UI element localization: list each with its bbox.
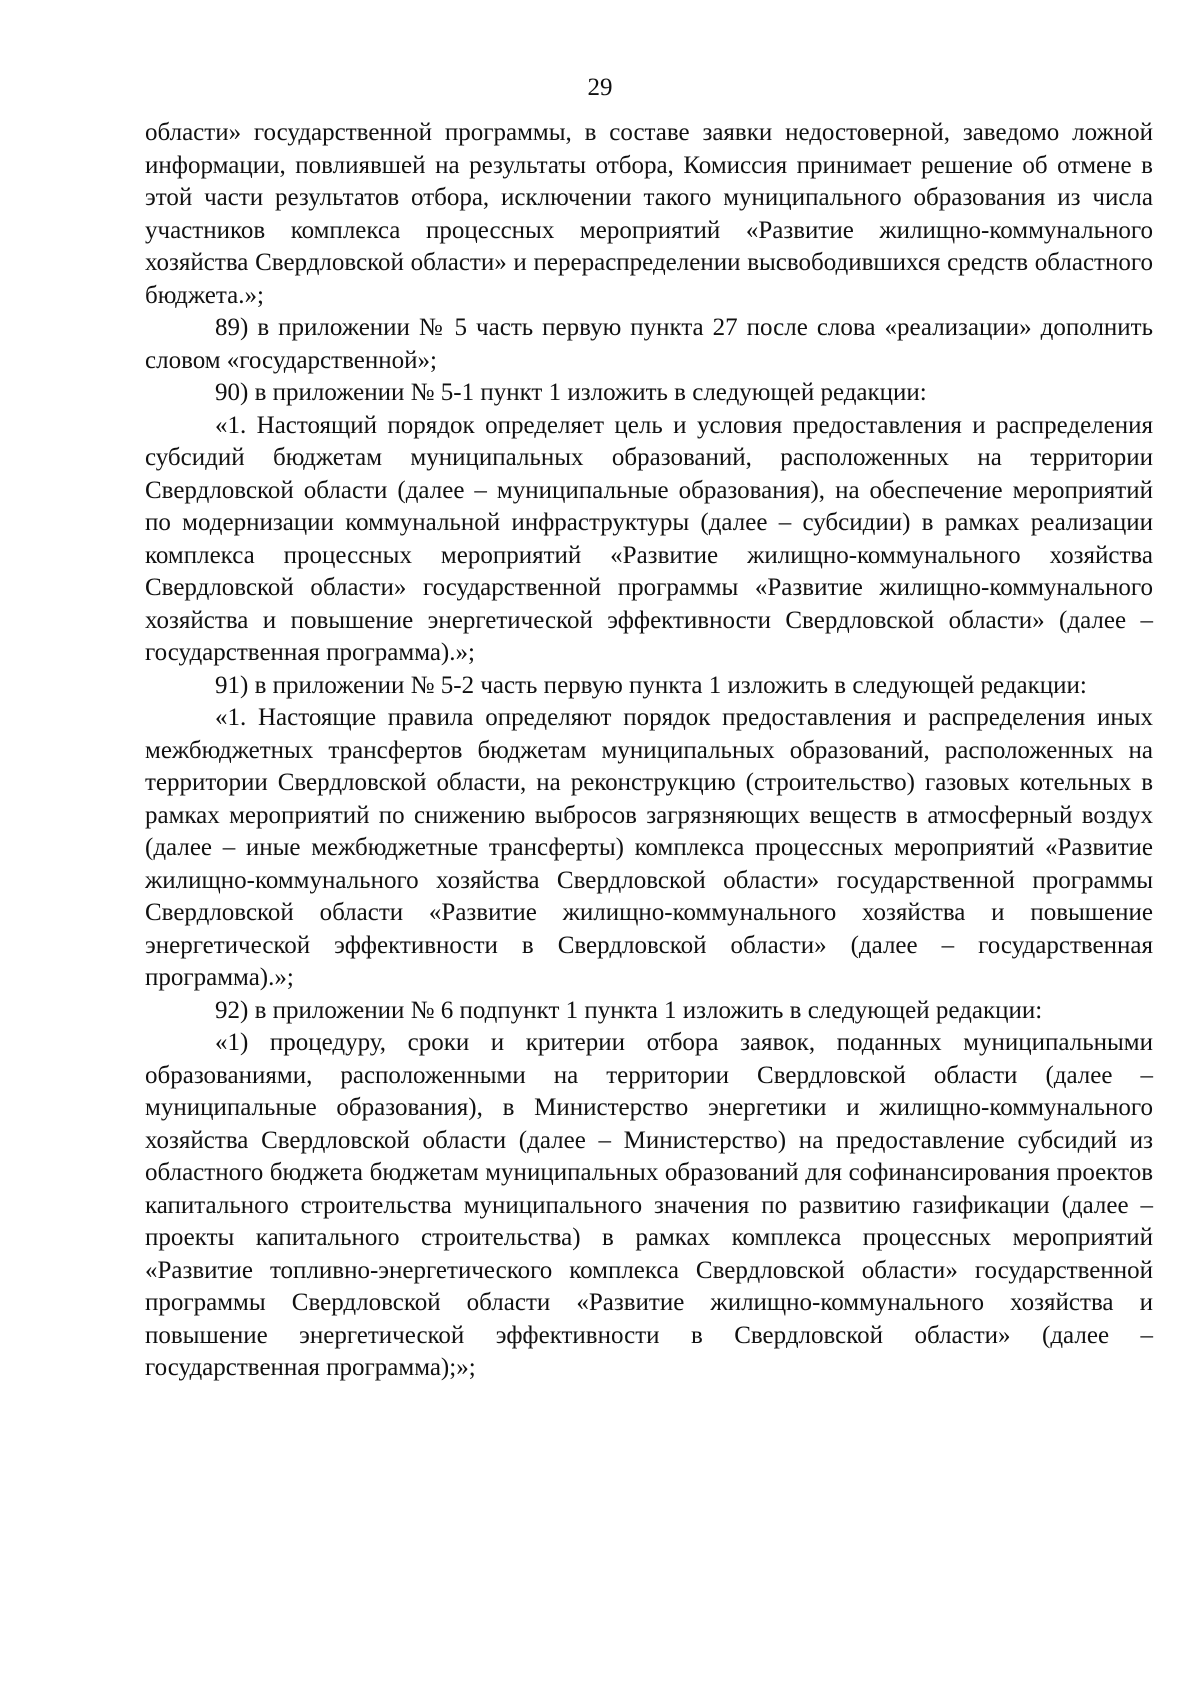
paragraph-continuation: области» государственной программы, в составе заявки недостоверной, заведомо ложной информации, повлиявшей на результаты отбора, Комиссия принимает решение об отмене в этой части результатов отбора, исключении такого муниципального образования из числа участников комплекса процессных мероприятий «Развитие жилищно-коммунального хозяйства Свердловской области» и перераспределении высвободившихся средств областного бюджета.»; [145,119,1153,309]
paragraph-quote-appendix-5-1: «1. Настоящий порядок определяет цель и условия предоставления и распределения субсидий бюджетам муниципальных образований, расположенных на территории Свердловской области (далее – муниципальные образования), на обеспечение мероприятий по модернизации коммунальной инфраструктуры (далее – субсидии) в рамках реализации комплекса процессных мероприятий «Развитие жилищно-коммунального хозяйства Свердловской области» государственной программы «Развитие жилищно-коммунального хозяйства и повышение энергетической эффективности Свердловской области» (далее – государственная программа).»; [145,411,1153,666]
paragraph-item-92: 92) в приложении № 6 подпункт 1 пункта 1 изложить в следующей редакции: [215,996,1043,1024]
paragraph-quote-appendix-5-2: «1. Настоящие правила определяют порядок предоставления и распределения иных межбюджетных трансфертов бюджетам муниципальных образований, расположенных на территории Свердловской области, на реконструкцию (строительство) газовых котельных в рамках мероприятий по снижению выбросов загрязняющих веществ в атмосферный воздух (далее – иные межбюджетные трансферты) комплекса процессных мероприятий «Развитие жилищно-коммунального хозяйства Свердловской области» государственной программы Свердловской области «Развитие жилищно-коммунального хозяйства и повышение энергетической эффективности в Свердловской области» (далее – государственная программа).»; [145,704,1153,991]
paragraph-item-91: 91) в приложении № 5-2 часть первую пункта 1 изложить в следующей редакции: [215,671,1087,699]
document-body [145,117,1153,1385]
paragraph-item-89: 89) в приложении № 5 часть первую пункта 27 после слова «реализации» дополнить словом «государственной»; [145,314,1153,374]
paragraph-quote-appendix-6: «1) процедуру, сроки и критерии отбора заявок, поданных муниципальными образованиями, расположенными на территории Свердловской области (далее – муниципальные образования), в Министерство энергетики и жилищно-коммунального хозяйства Свердловской области (далее – Министерство) на предоставление субсидий из областного бюджета бюджетам муниципальных образований для софинансирования проектов капитального строительства муниципального значения по развитию газификации (далее – проекты капитального строительства) в рамках комплекса процессных мероприятий «Развитие топливно-энергетического комплекса Свердловской области» государственной программы Свердловской области «Развитие жилищно-коммунального хозяйства и повышение энергетической эффективности в Свердловской области» (далее – государственная программа);»; [145,1029,1153,1381]
paragraph-item-90: 90) в приложении № 5-1 пункт 1 изложить в следующей редакции: [215,379,927,406]
page-number: 29 [587,74,613,101]
